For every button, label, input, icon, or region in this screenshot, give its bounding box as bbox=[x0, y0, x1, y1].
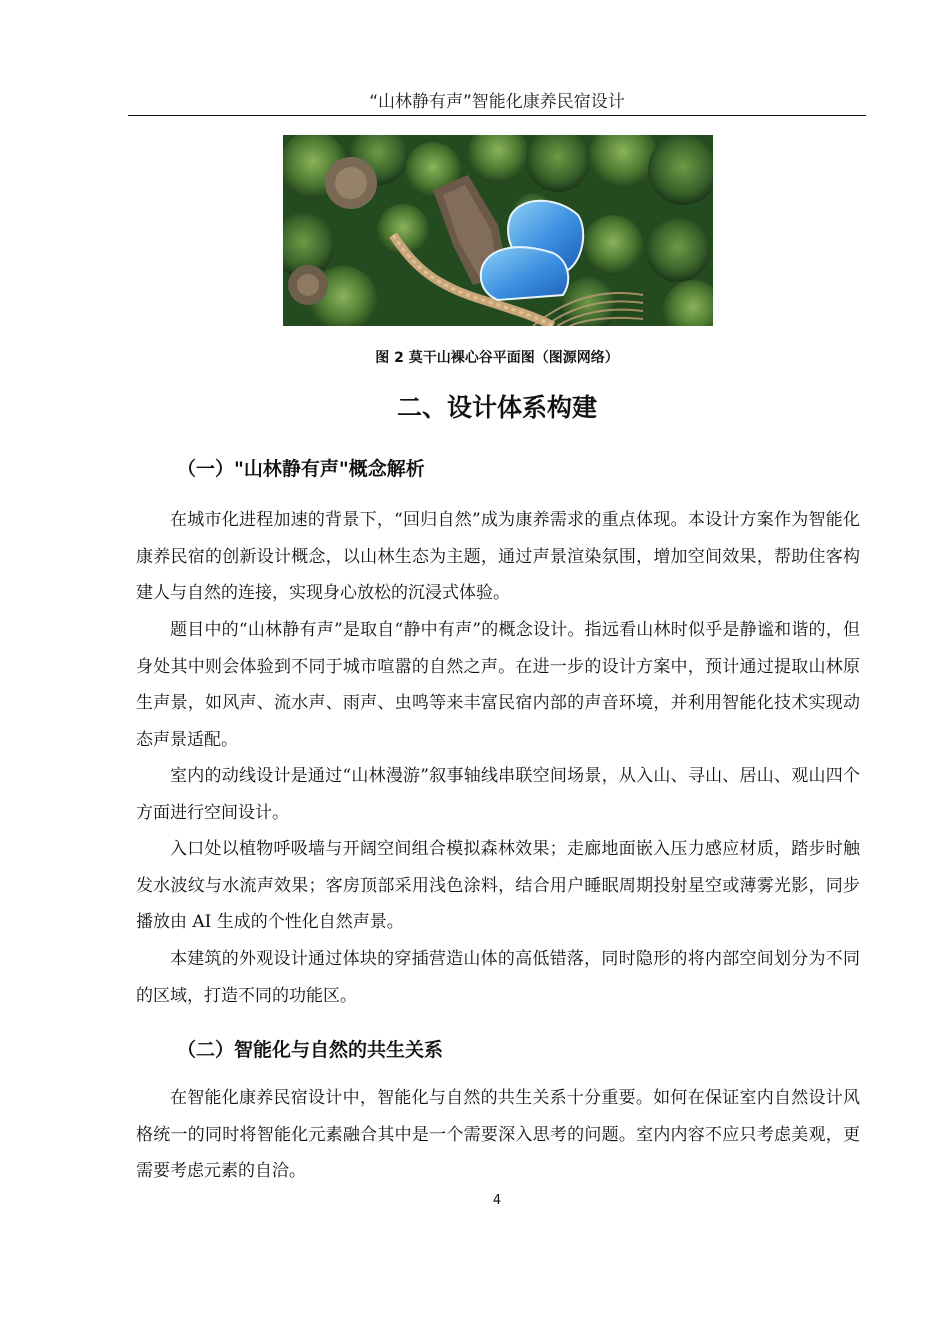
paragraph: 在智能化康养民宿设计中，智能化与自然的共生关系十分重要。如何在保证室内自然设计风格统一的同时将智能化元素融合其中是一个需要深入思考的问题。室内内容不应只考虑美观，更需要考虑元素的自洽。 bbox=[136, 1088, 860, 1181]
section-title: 二、设计体系构建 bbox=[396, 393, 597, 422]
running-header: “山林静有声”智能化康养民宿设计 bbox=[369, 92, 625, 112]
paragraph: 室内的动线设计是通过“山林漫游”叙事轴线串联空间场景，从入山、寻山、居山、观山四个方面进行空间设计。 bbox=[136, 766, 860, 823]
subsection-title-symbiosis: （二）智能化与自然的共生关系 bbox=[177, 1039, 444, 1061]
paragraph: 题目中的“山林静有声”是取自“静中有声”的概念设计。指远看山林时似乎是静谧和谐的，但身处其中则会体验到不同于城市喧嚣的自然之声。在进一步的设计方案中，预计通过提取山林原生声景，如风声、流水声、雨声、虫鸣等来丰富民宿内部的声音环境，并利用智能化技术实现动态声景适配。 bbox=[136, 620, 860, 750]
paragraph: 入口处以植物呼吸墙与开阔空间组合模拟森林效果；走廊地面嵌入压力感应材质，踏步时触发水波纹与水流声效果；客房顶部采用浅色涂料，结合用户睡眠周期投射星空或薄雾光影，同步播放由 AI 生成的个性化自然声景。 bbox=[136, 839, 860, 932]
aerial-photo-figure bbox=[283, 135, 713, 326]
aerial-photo bbox=[283, 135, 713, 326]
subsection-title-concept: （一）"山林静有声"概念解析 bbox=[177, 458, 425, 480]
figure-caption: 图 2 莫干山裸心谷平面图（图源网络） bbox=[375, 350, 619, 366]
header-rule bbox=[128, 115, 866, 116]
page-number: 4 bbox=[492, 1193, 502, 1208]
lower-pool bbox=[481, 247, 568, 300]
paragraph: 在城市化进程加速的背景下，“回归自然”成为康养需求的重点体现。本设计方案作为智能化康养民宿的创新设计概念，以山林生态为主题，通过声景渲染氛围，增加空间效果，帮助住客构建人与自然的连接，实现身心放松的沉浸式体验。 bbox=[136, 510, 860, 603]
paragraph: 本建筑的外观设计通过体块的穿插营造山体的高低错落，同时隐形的将内部空间划分为不同的区域，打造不同的功能区。 bbox=[136, 949, 860, 1006]
